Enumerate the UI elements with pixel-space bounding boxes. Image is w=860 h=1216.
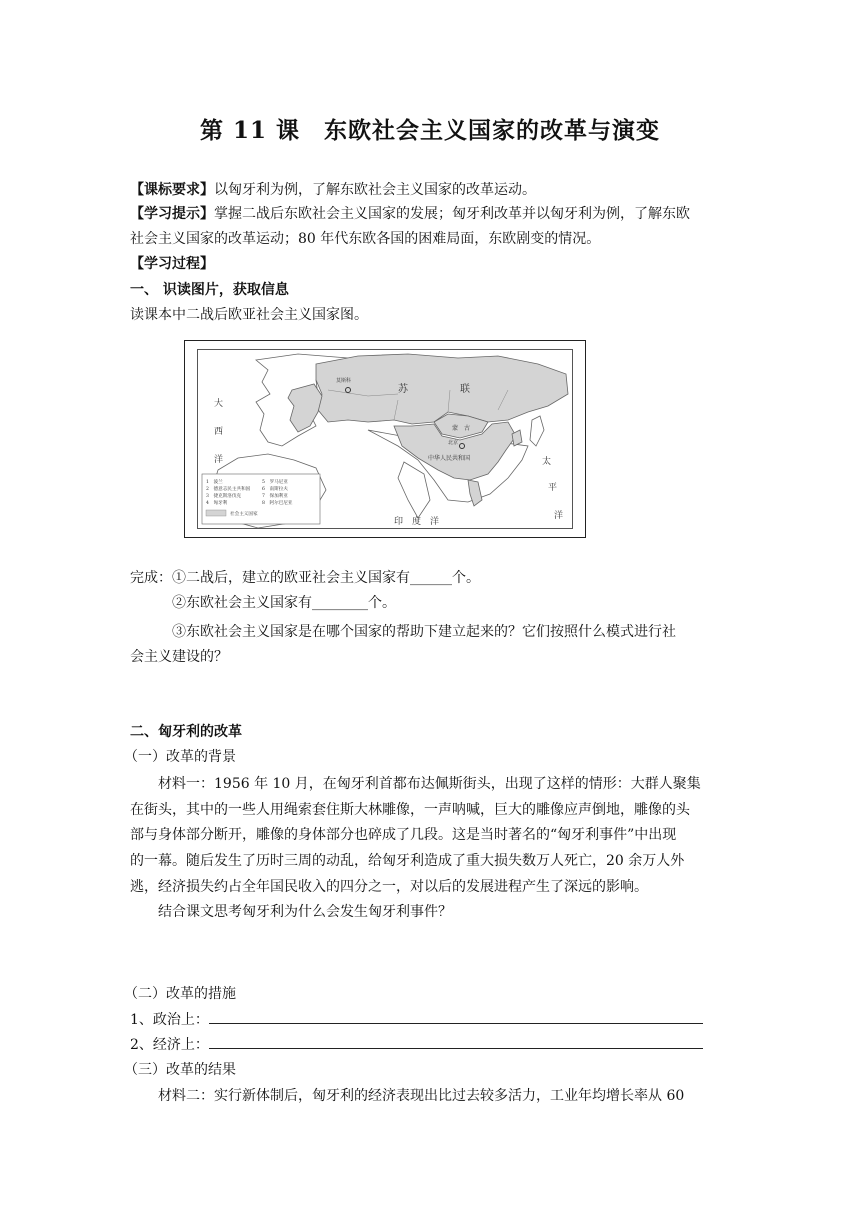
map-label-pacific-1: 太 (542, 457, 552, 467)
material2-line-1: 材料二：实行新体制后，匈牙利的经济表现出比过去较多活力，工业年均增长率从 60 (158, 1088, 685, 1104)
map-label-ussr-2: 联 (460, 384, 470, 395)
map-label-ussr-1: 苏 (398, 384, 408, 395)
political-answer-blank[interactable] (209, 1009, 703, 1024)
map-legend (202, 474, 320, 524)
page-title: 第 11 课 东欧社会主义国家的改革与演变 (199, 117, 661, 144)
india-land (398, 462, 430, 518)
material1-line-2: 在街头，其中的一些人用绳索套住斯大林雕像，一声呐喊，巨大的雕像应声倒地，雕像的头 (130, 802, 690, 818)
question-2: ②东欧社会主义国家有________个。 (172, 595, 396, 611)
legend-item: 3 捷克斯洛伐克 (206, 494, 242, 499)
section2-sub1: （一）改革的背景 (124, 749, 236, 765)
map-label-atlantic-2: 西 (214, 427, 224, 437)
question-1: 完成：①二战后，建立的欧亚社会主义国家有______个。 (130, 570, 480, 586)
legend-item: 7 保加利亚 (262, 494, 288, 499)
economic-label: 2、经济上： (130, 1037, 209, 1053)
legend-item: 4 匈牙利 (206, 501, 228, 506)
legend-item: 1 波兰 (206, 480, 223, 485)
requirement-label: 【课标要求】 (130, 182, 214, 198)
map-label-pacific-3: 洋 (554, 511, 564, 521)
section1-intro: 读课本中二战后欧亚社会主义国家图。 (130, 307, 368, 323)
ussr-region (316, 354, 568, 424)
map-label-prc: 中华人民共和国 (428, 455, 471, 462)
hint-label: 【学习提示】 (130, 206, 214, 222)
hint-text-1: 掌握二战后东欧社会主义国家的发展；匈牙利改革并以匈牙利为例，了解东欧 (214, 206, 690, 222)
requirement-text: 以匈牙利为例，了解东欧社会主义国家的改革运动。 (214, 182, 536, 198)
section1-heading: 一、 识读图片，获取信息 (130, 282, 289, 298)
process-label: 【学习过程】 (130, 256, 214, 272)
map-label-mongolia: 蒙 古 (452, 425, 471, 432)
map-figure (184, 340, 586, 538)
hint-line-2: 社会主义国家的改革运动；80 年代东欧各国的困难局面，东欧剧变的情况。 (130, 231, 601, 247)
section2-heading: 二、匈牙利的改革 (130, 724, 242, 740)
japan-land (530, 416, 544, 446)
material1-line-1: 材料一：1956 年 10 月，在匈牙利首都布达佩斯街头，出现了这样的情形：大群人聚集 (158, 776, 701, 792)
legend-swatch-label: 社会主义国家 (230, 512, 258, 517)
map-label-moscow: 莫斯科 (336, 378, 352, 384)
legend-item: 5 罗马尼亚 (262, 480, 288, 485)
eurasia-map (198, 350, 572, 528)
map-label-atlantic-1: 大 (214, 399, 224, 409)
material1-line-5: 逃，经济损失约占全年国民收入的四分之一，对以后的发展进程产生了深远的影响。 (130, 879, 648, 895)
east-europe-region (288, 384, 322, 432)
material1-line-4: 的一幕。随后发生了历时三周的动乱，给匈牙利造成了重大损失数万人死亡，20 余万人外 (130, 853, 685, 869)
political-measure-line (130, 1008, 740, 1032)
map-label-beijing: 北京 (448, 440, 459, 446)
map-area (197, 349, 573, 529)
map-label-pacific-2: 平 (548, 483, 558, 493)
legend-item: 2 德意志民主共和国 (206, 487, 251, 492)
map-label-atlantic-3: 洋 (214, 455, 224, 465)
legend-swatch (206, 510, 226, 516)
question-3-line-1: ③东欧社会主义国家是在哪个国家的帮助下建立起来的？它们按照什么模式进行社 (172, 624, 676, 640)
legend-item: 6 南斯拉夫 (262, 487, 288, 492)
think-question: 结合课文思考匈牙利为什么会发生匈牙利事件？ (158, 904, 452, 920)
material1-line-3: 部与身体部分断开，雕像的身体部分也碎成了几段。这是当时著名的“匈牙利事件”中出现 (130, 827, 677, 843)
hint-line-1 (130, 202, 740, 226)
economic-answer-blank[interactable] (209, 1034, 703, 1049)
requirement-line (130, 178, 740, 202)
legend-item: 8 阿尔巴尼亚 (262, 501, 293, 506)
question-3-line-2: 会主义建设的？ (130, 649, 228, 665)
section2-sub2: （二）改革的措施 (124, 986, 236, 1002)
section2-sub3: （三）改革的结果 (124, 1062, 236, 1078)
political-label: 1、政治上： (130, 1012, 209, 1028)
map-label-indian-ocean: 印 度 洋 (394, 517, 440, 527)
economic-measure-line (130, 1033, 740, 1057)
